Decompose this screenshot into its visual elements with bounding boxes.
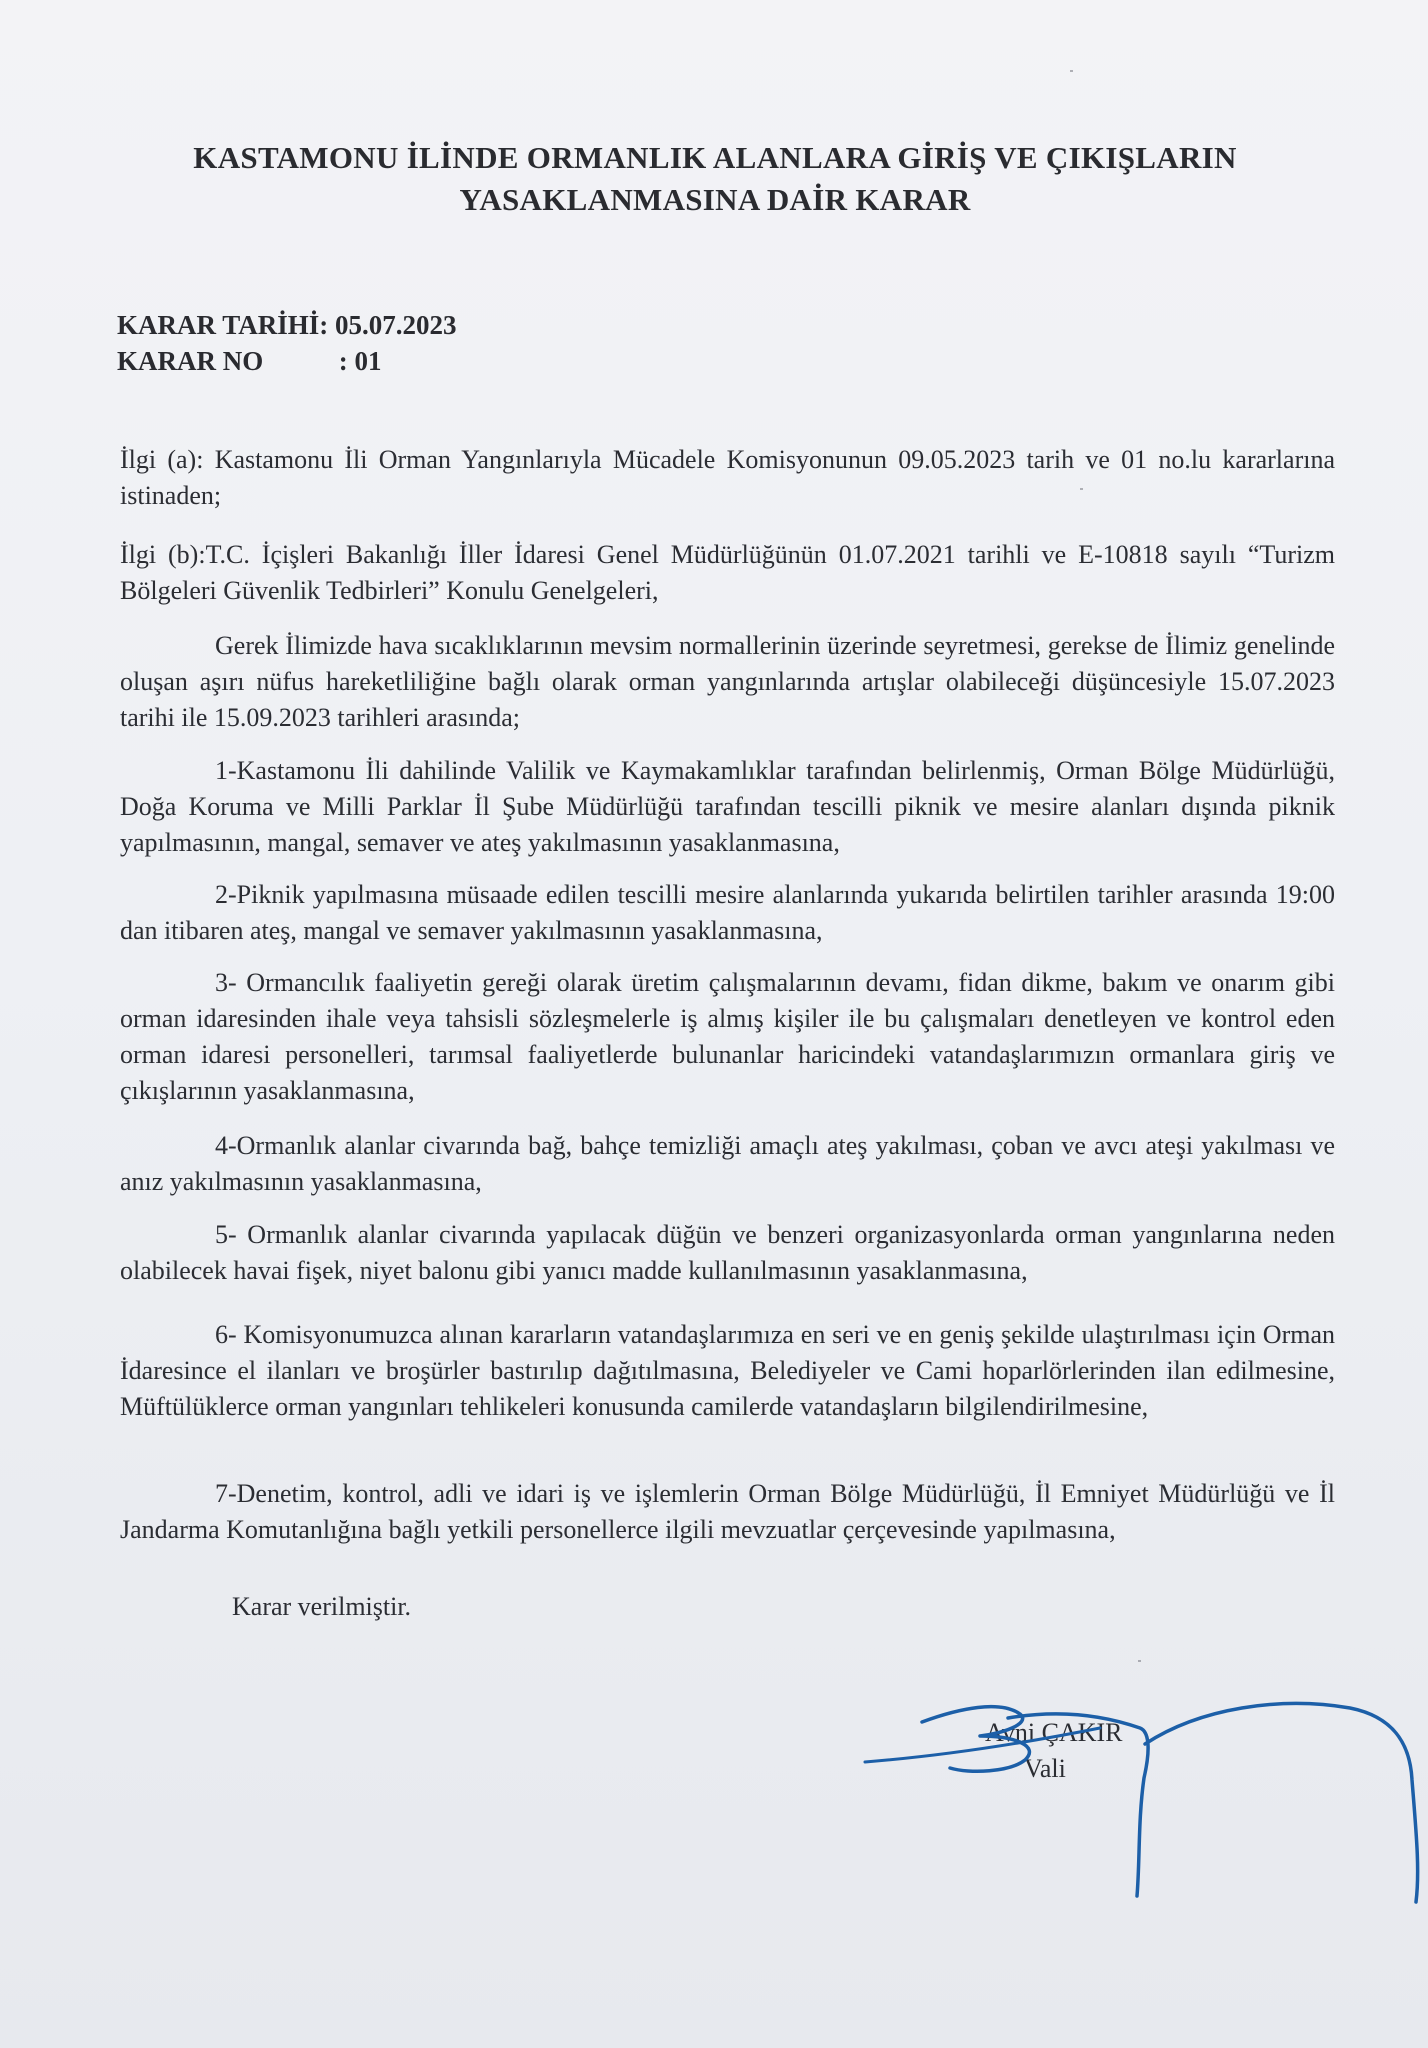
reference-a: İlgi (a): Kastamonu İli Orman Yangınlarıyla Mücadele Komisyonunun 09.05.2023 tarih ve 01 no.lu kararlarına istinaden; (120, 445, 1335, 510)
decision-item-7: 7-Denetim, kontrol, adli ve idari iş ve işlemlerin Orman Bölge Müdürlüğü, İl Emniyet Müdürlüğü ve İl Jandarma Komutanlığına bağlı yetkili personellerce ilgili mevzuatlar çerçevesinde yapılmasına, (120, 1479, 1335, 1544)
decision-item-1: 1-Kastamonu İli dahilinde Valilik ve Kaymakamlıklar tarafından belirlenmiş, Orman Bölge Müdürlüğü, Doğa Koruma ve Milli Parklar İl Şube Müdürlüğü tarafından tescilli piknik ve mesire alanları dışında piknik yapılmasının, mangal, semaver ve ateş yakılmasının yasaklanmasına, (120, 756, 1335, 857)
document-title-line-1: KASTAMONU İLİNDE ORMANLIK ALANLARA GİRİŞ VE ÇIKIŞLARIN (193, 140, 1237, 175)
decision-number (117, 346, 382, 377)
decision-item-2: 2-Piknik yapılmasına müsaade edilen tescilli mesire alanlarında yukarıda belirtilen tarihler arasında 19:00 dan itibaren ateş, mangal ve semaver yakılmasının yasaklanmasına, (120, 880, 1335, 945)
decision-date-value: 05.07.2023 (335, 310, 457, 340)
decision-item-4: 4-Ormanlık alanlar civarında bağ, bahçe temizliği amaçlı ateş yakılması, çoban ve avcı ateşi yakılması ve anız yakılmasının yasaklanmasına, (120, 1131, 1335, 1196)
decision-item-6: 6- Komisyonumuzca alınan kararların vatandaşlarımıza en seri ve en geniş şekilde ulaştırılması için Orman İdaresince el ilanları ve broşürler bastırılıp dağıtılmasına, Belediyeler ve Cami hoparlörlerinden ilan edilmesine, Müftülüklerce orman yangınları tehlikeleri konusunda camilerde vatandaşların bilgilendirilmesine, (120, 1320, 1335, 1421)
decision-number-label: KARAR NO (117, 346, 264, 376)
document-title-line-2: YASAKLANMASINA DAİR KARAR (459, 182, 971, 217)
handwritten-signature (850, 1670, 1425, 1920)
reference-b: İlgi (b):T.C. İçişleri Bakanlığı İller İdaresi Genel Müdürlüğünün 01.07.2021 tarihli ve E-10818 sayılı “Turizm Bölgeleri Güvenlik Tedbirleri” Konulu Genelgeleri, (120, 540, 1335, 605)
intro-paragraph: Gerek İlimizde hava sıcaklıklarının mevsim normallerinin üzerinde seyretmesi, gerekse de İlimiz genelinde oluşan aşırı nüfus hareketliliğine bağlı olarak orman yangınlarında artışlar olabileceği düşüncesiyle 15.07.2023 tarihi ile 15.09.2023 tarihleri arasında; (120, 631, 1335, 732)
decision-number-value: : 01 (338, 346, 382, 376)
signatory-name: Avni ÇAKIR (985, 1718, 1123, 1747)
signatory-title: Vali (1024, 1754, 1066, 1783)
decision-item-3: 3- Ormancılık faaliyetin gereği olarak üretim çalışmalarının devamı, fidan dikme, bakım ve onarım gibi orman idaresinden ihale veya tahsisli sözleşmelerle iş almış kişiler ile bu çalışmaları denetleyen ve kontrol eden orman idaresi personelleri, tarımsal faaliyetlerde bulunanlar haricindeki vatandaşlarımızın ormanlara giriş ve çıkışlarının yasaklanmasına, (120, 968, 1335, 1105)
decision-date (117, 310, 457, 341)
scan-speck (1138, 1660, 1141, 1662)
scan-speck (1070, 70, 1073, 72)
scan-speck (1080, 488, 1083, 490)
decision-date-label: KARAR TARİHİ: (117, 310, 329, 340)
decision-item-5: 5- Ormanlık alanlar civarında yapılacak düğün ve benzeri organizasyonlarda orman yangınlarına neden olabilecek havai fişek, niyet balonu gibi yanıcı madde kullanılmasının yasaklanmasına, (120, 1220, 1335, 1285)
closing-statement: Karar verilmiştir. (232, 1592, 412, 1621)
